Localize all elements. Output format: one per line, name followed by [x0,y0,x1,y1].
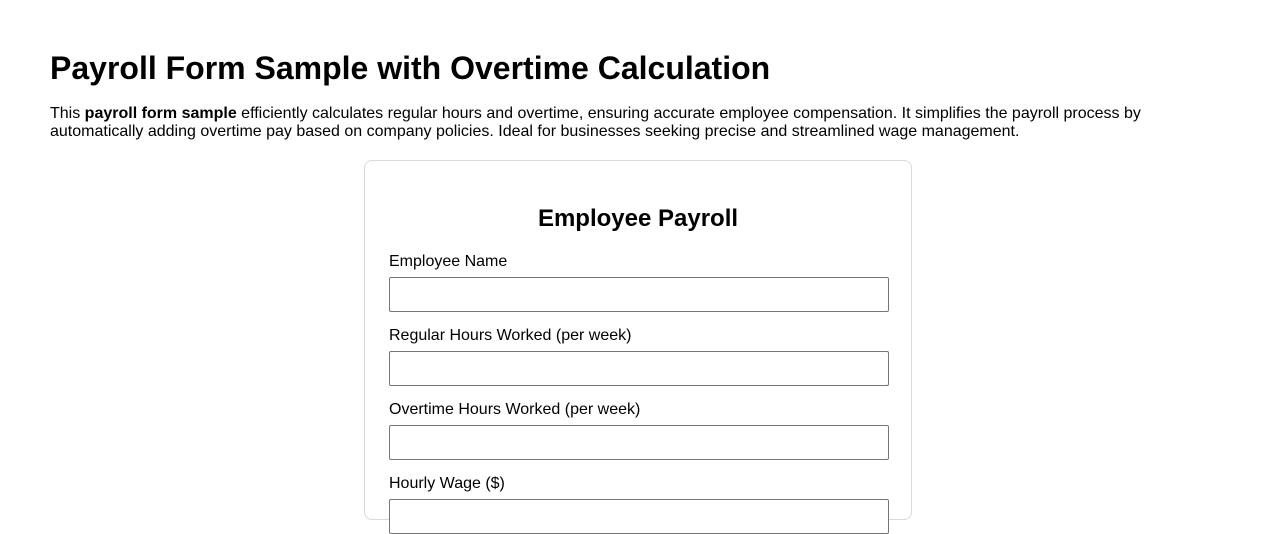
hourly-wage-group [389,475,889,534]
page-container [0,0,1278,141]
hourly-wage-input[interactable] [389,499,889,534]
form-title: Employee Payroll [537,205,739,232]
page-title: Payroll Form Sample with Overtime Calculation [50,50,771,86]
regular-hours-group [389,327,889,386]
hourly-wage-label: Hourly Wage ($) [389,475,505,492]
intro-suffix: efficiently calculates regular hours and overtime, ensuring accurate employee compensation. It simplifies the payroll process by automatically adding overtime pay based on company policies. Ideal for businesses seeking precise and streamlined wage management. [50,105,1141,140]
overtime-hours-input[interactable] [389,425,889,460]
employee-name-input[interactable] [389,277,889,312]
payroll-form-card [364,160,912,520]
intro-bold-term: payroll form sample [84,105,237,122]
overtime-hours-group [389,401,889,460]
intro-prefix: This [50,105,85,122]
regular-hours-label: Regular Hours Worked (per week) [389,327,632,344]
overtime-hours-label: Overtime Hours Worked (per week) [389,401,641,418]
intro-paragraph [50,105,1170,141]
employee-name-group [389,253,889,312]
employee-name-label: Employee Name [389,253,508,270]
regular-hours-input[interactable] [389,351,889,386]
